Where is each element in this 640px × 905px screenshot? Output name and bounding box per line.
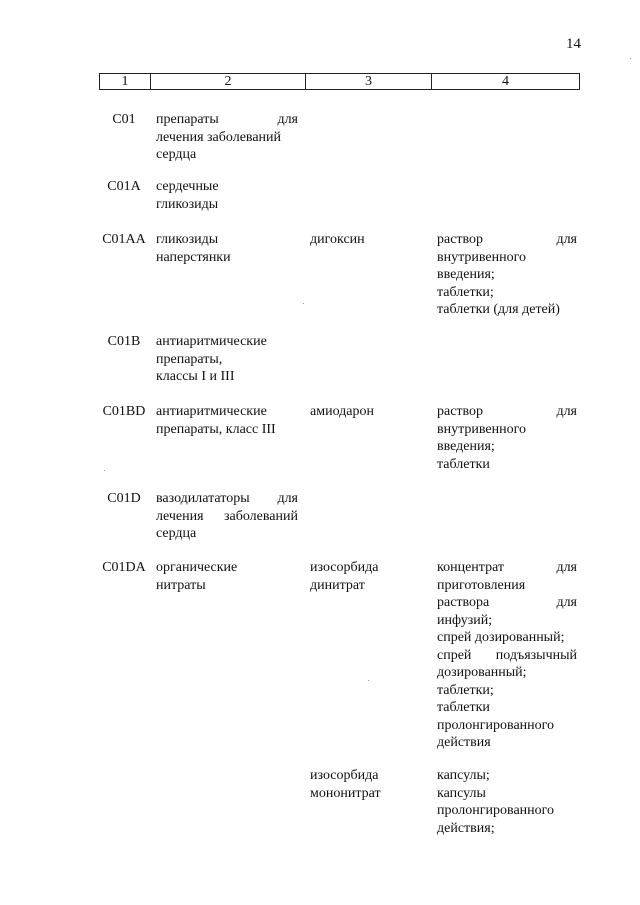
atc-group-name bbox=[156, 490, 298, 543]
atc-group-name-line: антиаритмические bbox=[156, 404, 267, 419]
drug-name-line: изосорбида bbox=[310, 560, 379, 575]
dosage-forms-line: внутривенного bbox=[437, 421, 527, 437]
dosage-forms-line: таблетки bbox=[437, 700, 490, 715]
atc-code: C01DA bbox=[102, 560, 146, 575]
drug-name-line: динитрат bbox=[310, 577, 365, 593]
scan-speck bbox=[104, 470, 105, 471]
dosage-forms-line: таблетки bbox=[437, 456, 490, 472]
dosage-forms-line: действия bbox=[437, 735, 491, 750]
drug-name-line: мононитрат bbox=[310, 785, 381, 801]
atc-group-name-line: наперстянки bbox=[156, 249, 231, 265]
drug-name-line: дигоксин bbox=[310, 232, 365, 247]
drug-name-line: изосорбида bbox=[310, 768, 379, 783]
dosage-forms-line: дозированный; bbox=[437, 665, 527, 680]
atc-group-name-line: классы I и III bbox=[156, 369, 235, 384]
dosage-forms-line: капсулы; bbox=[437, 768, 490, 783]
header-col-4: 4 bbox=[502, 74, 509, 89]
atc-code: C01A bbox=[107, 179, 141, 194]
dosage-forms-line: концентрат для bbox=[437, 560, 577, 575]
dosage-forms bbox=[437, 559, 577, 752]
atc-group-name-line: нитраты bbox=[156, 577, 206, 593]
dosage-forms-line: таблетки; bbox=[437, 284, 494, 300]
atc-group-name bbox=[156, 559, 298, 594]
dosage-forms bbox=[437, 403, 577, 473]
atc-group-name-line: препараты, bbox=[156, 351, 223, 367]
dosage-forms-line: таблетки; bbox=[437, 682, 494, 698]
dosage-forms-line: внутривенного bbox=[437, 249, 527, 265]
header-col-2: 2 bbox=[224, 74, 232, 89]
atc-group-name bbox=[156, 231, 298, 266]
drug-name-line: амиодарон bbox=[310, 404, 374, 419]
dosage-forms-line: раствор для bbox=[437, 232, 577, 247]
atc-code: C01BD bbox=[102, 404, 146, 419]
atc-group-name-line: сердца bbox=[156, 526, 197, 541]
atc-group-name bbox=[156, 111, 298, 164]
scan-speck bbox=[630, 58, 631, 59]
drug-name bbox=[310, 403, 420, 421]
dosage-forms-line: приготовления bbox=[437, 577, 526, 593]
drug-name bbox=[310, 767, 420, 802]
scan-speck bbox=[368, 680, 369, 681]
dosage-forms-line: спрей дозированный; bbox=[437, 630, 565, 645]
dosage-forms-line: введения; bbox=[437, 439, 495, 454]
atc-group-name bbox=[156, 403, 298, 438]
dosage-forms-line: капсулы bbox=[437, 785, 486, 801]
atc-group-name bbox=[156, 178, 298, 213]
atc-group-name-line: сердца bbox=[156, 147, 197, 162]
table-header bbox=[99, 73, 580, 90]
atc-group-name-line: лечения заболеваний bbox=[156, 129, 282, 145]
dosage-forms-line: таблетки (для детей) bbox=[437, 302, 560, 317]
drug-name bbox=[310, 559, 420, 594]
atc-code: C01AA bbox=[102, 232, 146, 247]
drug-name bbox=[310, 231, 420, 249]
atc-group-name-line: сердечные bbox=[156, 179, 219, 194]
dosage-forms-line: раствор для bbox=[437, 404, 577, 419]
atc-group-name-line: препараты для bbox=[156, 112, 298, 127]
dosage-forms-line: действия; bbox=[437, 820, 495, 836]
dosage-forms-line: пролонгированного bbox=[437, 717, 555, 733]
atc-group-name-line: препараты, класс III bbox=[156, 421, 276, 437]
atc-code: C01B bbox=[107, 334, 141, 349]
atc-group-name bbox=[156, 333, 298, 386]
dosage-forms-line: спрей подъязычный bbox=[437, 647, 577, 663]
atc-group-name-line: антиаритмические bbox=[156, 334, 267, 349]
dosage-forms-line: пролонгированного bbox=[437, 803, 555, 818]
dosage-forms-line: введения; bbox=[437, 267, 495, 282]
atc-code: C01 bbox=[112, 112, 136, 127]
dosage-forms-line: раствора для bbox=[437, 595, 577, 610]
atc-group-name-line: органические bbox=[156, 560, 238, 575]
atc-group-name-line: вазодилататоры для bbox=[156, 491, 298, 506]
atc-group-name-line: лечения заболеваний bbox=[156, 508, 298, 524]
scan-speck bbox=[303, 303, 304, 304]
page-number: 14 bbox=[566, 36, 581, 52]
atc-group-name-line: гликозиды bbox=[156, 196, 219, 212]
header-col-3: 3 bbox=[365, 74, 372, 89]
dosage-forms bbox=[437, 767, 577, 837]
header-col-1: 1 bbox=[121, 74, 129, 89]
atc-code: C01D bbox=[107, 491, 141, 506]
dosage-forms-line: инфузий; bbox=[437, 612, 493, 628]
atc-group-name-line: гликозиды bbox=[156, 232, 219, 247]
dosage-forms bbox=[437, 231, 577, 319]
